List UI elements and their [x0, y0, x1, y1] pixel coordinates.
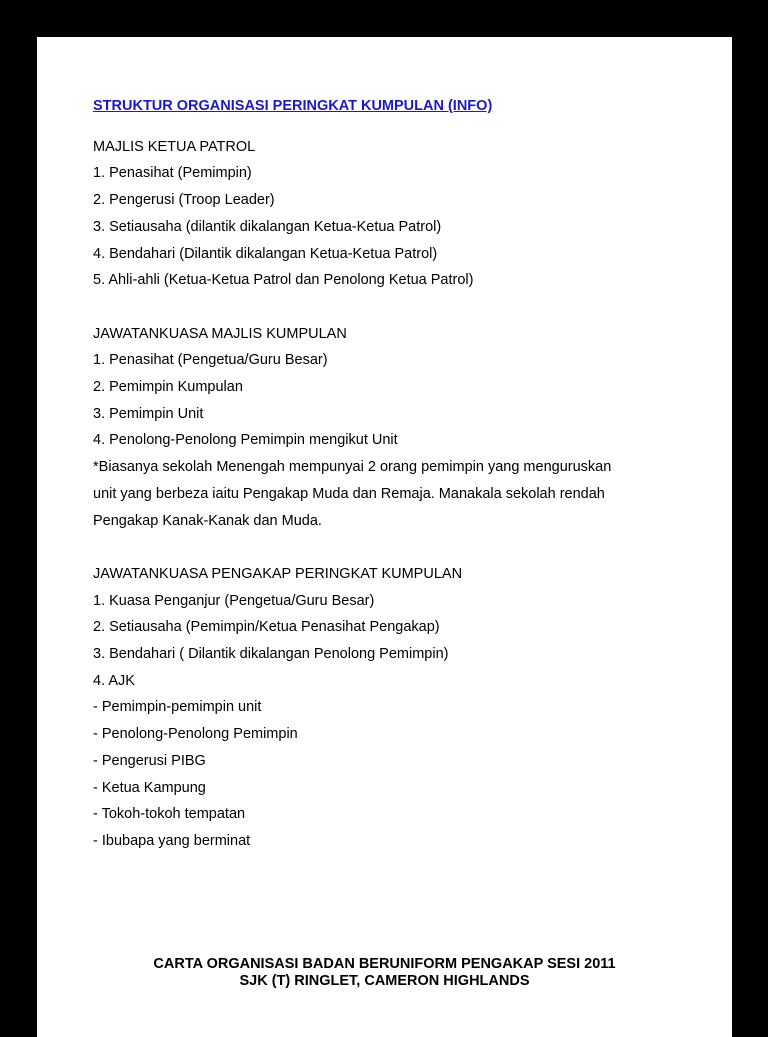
note-line: unit yang berbeza iaitu Pengakap Muda dan Remaja. Manakala sekolah rendah: [93, 485, 605, 502]
sub-list-item: - Penolong-Penolong Pemimpin: [93, 726, 298, 743]
section-heading: JAWATANKUASA PENGAKAP PERINGKAT KUMPULAN: [93, 565, 463, 582]
note-line: Pengakap Kanak-Kanak dan Muda.: [93, 512, 322, 529]
document-page: [37, 37, 732, 1037]
section-heading: MAJLIS KETUA PATROL: [93, 138, 256, 155]
title-link[interactable]: STRUKTUR ORGANISASI PERINGKAT KUMPULAN (INFO): [93, 98, 493, 114]
list-item: 1. Penasihat (Pemimpin): [93, 165, 252, 182]
sub-list-item: - Tokoh-tokoh tempatan: [93, 806, 246, 823]
footer-caption: [37, 956, 732, 990]
list-item: 4. Bendahari (Dilantik dikalangan Ketua-Ketua Patrol): [93, 245, 438, 262]
document-content: [93, 93, 713, 881]
list-item: 1. Kuasa Penganjur (Pengetua/Guru Besar): [93, 592, 375, 609]
list-item: 3. Pemimpin Unit: [93, 405, 204, 422]
section-majlis-ketua-patrol: [93, 134, 713, 294]
list-item: 2. Setiausaha (Pemimpin/Ketua Penasihat Pengakap): [93, 619, 440, 636]
list-item: 4. Penolong-Penolong Pemimpin mengikut Unit: [93, 432, 398, 449]
sub-list-item: - Pemimpin-pemimpin unit: [93, 699, 262, 716]
sub-list-item: - Pengerusi PIBG: [93, 752, 206, 769]
list-item: 2. Pemimpin Kumpulan: [93, 379, 243, 396]
list-item: 5. Ahli-ahli (Ketua-Ketua Patrol dan Penolong Ketua Patrol): [93, 272, 474, 289]
sub-list-item: - Ibubapa yang berminat: [93, 832, 251, 849]
note-line: *Biasanya sekolah Menengah mempunyai 2 orang pemimpin yang menguruskan: [93, 459, 612, 476]
list-item: 2. Pengerusi (Troop Leader): [93, 192, 275, 209]
section-jawatankuasa-majlis-kumpulan: [93, 321, 713, 535]
list-item: 3. Bendahari ( Dilantik dikalangan Penolong Pemimpin): [93, 646, 449, 663]
list-item: 3. Setiausaha (dilantik dikalangan Ketua-Ketua Patrol): [93, 218, 442, 235]
list-item: 4. AJK: [93, 672, 135, 689]
section-jawatankuasa-pengakap: [93, 561, 713, 855]
section-heading: JAWATANKUASA MAJLIS KUMPULAN: [93, 325, 347, 342]
footer-line-2: SJK (T) RINGLET, CAMERON HIGHLANDS: [239, 973, 530, 989]
footer-line-1: CARTA ORGANISASI BADAN BERUNIFORM PENGAKAP SESI 2011: [153, 956, 616, 972]
list-item: 1. Penasihat (Pengetua/Guru Besar): [93, 352, 328, 369]
sub-list-item: - Ketua Kampung: [93, 779, 206, 796]
